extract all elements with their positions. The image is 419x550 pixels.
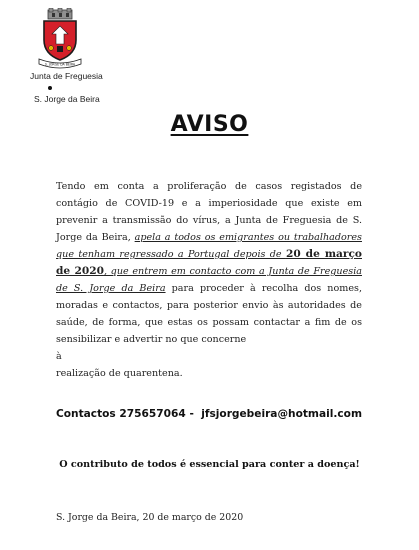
page-title: [0, 112, 419, 137]
organization-name: Junta de Freguesia: [30, 71, 103, 81]
notice-rest-line3: realização de quarentena.: [56, 368, 183, 379]
notice-body: [56, 178, 362, 382]
closing-statement: O contributo de todos é essencial para conter a doença!: [59, 459, 360, 470]
signoff-place-date: S. Jorge da Beira, 20 de março de 2020: [56, 512, 244, 523]
contacts-email[interactable]: jfsjorgebeira@hotmail.com: [201, 408, 363, 420]
contacts-phone: Contactos 275657064: [56, 408, 186, 420]
coat-of-arms-icon: [36, 8, 84, 70]
notice-intro: Tendo em conta a proliferação de casos registados de contágio de COVID-19 e a imperiosidade que existe em prevenir a transmissão do vírus, a Junta de Freguesia de S. Jorge da Beira,: [56, 181, 362, 243]
notice-appeal-part1: apela a todos os emigrantes ou trabalhadores que tenham regressado a Portugal depois de: [56, 232, 362, 260]
bullet-dot: [48, 86, 52, 90]
organization-place: S. Jorge da Beira: [34, 94, 100, 104]
notice-rest-line1: para proceder à recolha dos nomes, moradas e contactos, para posterior envio às autoridades de saúde, de forma, que estas os possam contactar a fim de os sensibilizar e advertir no que concerne: [56, 283, 362, 345]
notice-appeal-date: 20 de março de 2020: [56, 248, 362, 277]
crest-ribbon-text: S. JORGE DA BEIRA: [44, 62, 76, 67]
contacts-separator: -: [185, 408, 202, 420]
notice-paragraph: [56, 178, 362, 348]
contacts-line: [56, 408, 386, 420]
notice-appeal-part2: , que entrem em contacto com a Junta de Freguesia de S. Jorge da Beira: [56, 266, 362, 294]
notice-rest-line2: à: [56, 351, 62, 362]
page-title-text: AVISO: [170, 112, 249, 137]
